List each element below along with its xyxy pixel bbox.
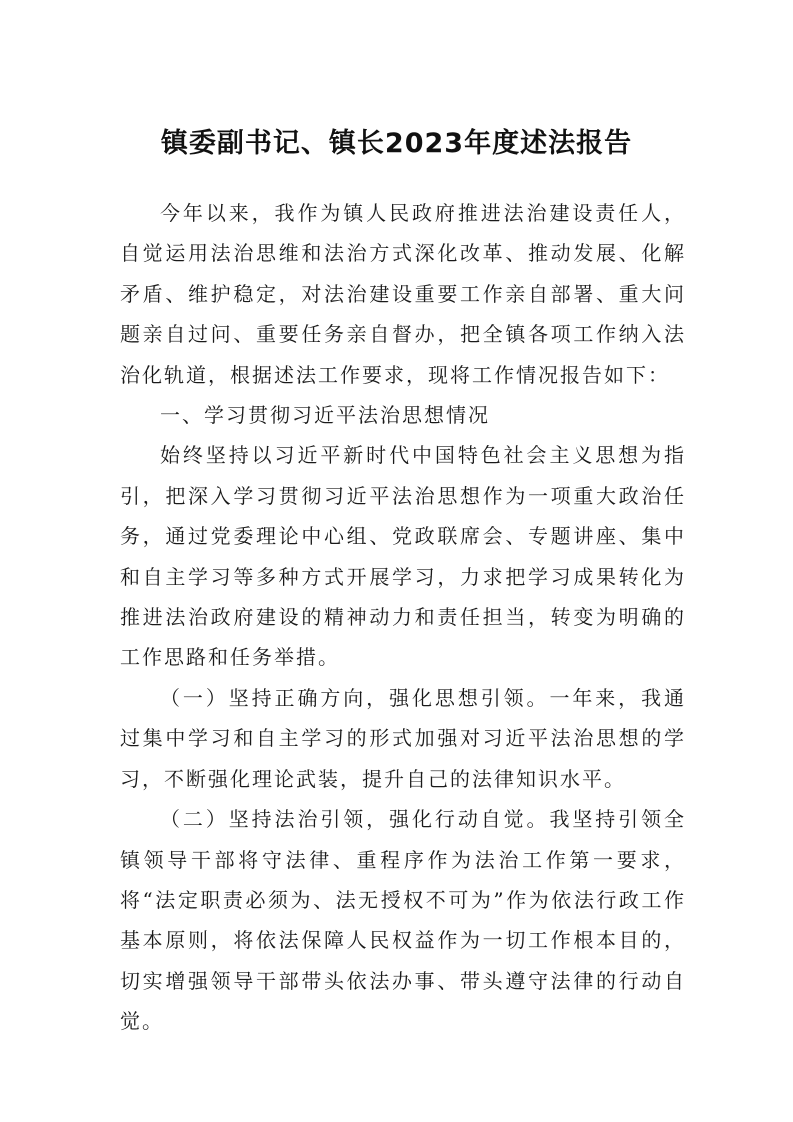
subsection-2-paragraph: （二）坚持法治引领，强化行动自觉。我坚持引领全镇领导干部将守法律、重程序作为法治工作第一要求，将“法定职责必须为、法无授权不可为”作为依法行政工作基本原则，将依法保障人民权益作为一切工作根本目的，切实增强领导干部带头依法办事、带头遵守法律的行动自觉。 (120, 807, 686, 1034)
document-body (120, 193, 686, 1042)
section-heading-1: 一、学习贯彻习近平法治思想情况 (160, 403, 490, 428)
intro-paragraph: 今年以来，我作为镇人民政府推进法治建设责任人，自觉运用法治思维和法治方式深化改革、推动发展、化解矛盾、维护稳定，对法治建设重要工作亲自部署、重大问题亲自过问、重要任务亲自督办，把全镇各项工作纳入法治化轨道，根据述法工作要求，现将工作情况报告如下： (120, 201, 686, 387)
section-1-paragraph: 始终坚持以习近平新时代中国特色社会主义思想为指引，把深入学习贯彻习近平法治思想作为一项重大政治任务，通过党委理论中心组、党政联席会、专题讲座、集中和自主学习等多种方式开展学习，力求把学习成果转化为推进法治政府建设的精神动力和责任担当，转变为明确的工作思路和任务举措。 (120, 443, 686, 670)
subsection-1-paragraph: （一）坚持正确方向，强化思想引领。一年来，我通过集中学习和自主学习的形式加强对习近平法治思想的学习，不断强化理论武装，提升自己的法律知识水平。 (120, 685, 686, 791)
document-title: 镇委副书记、镇长2023年度述法报告 (160, 128, 633, 159)
